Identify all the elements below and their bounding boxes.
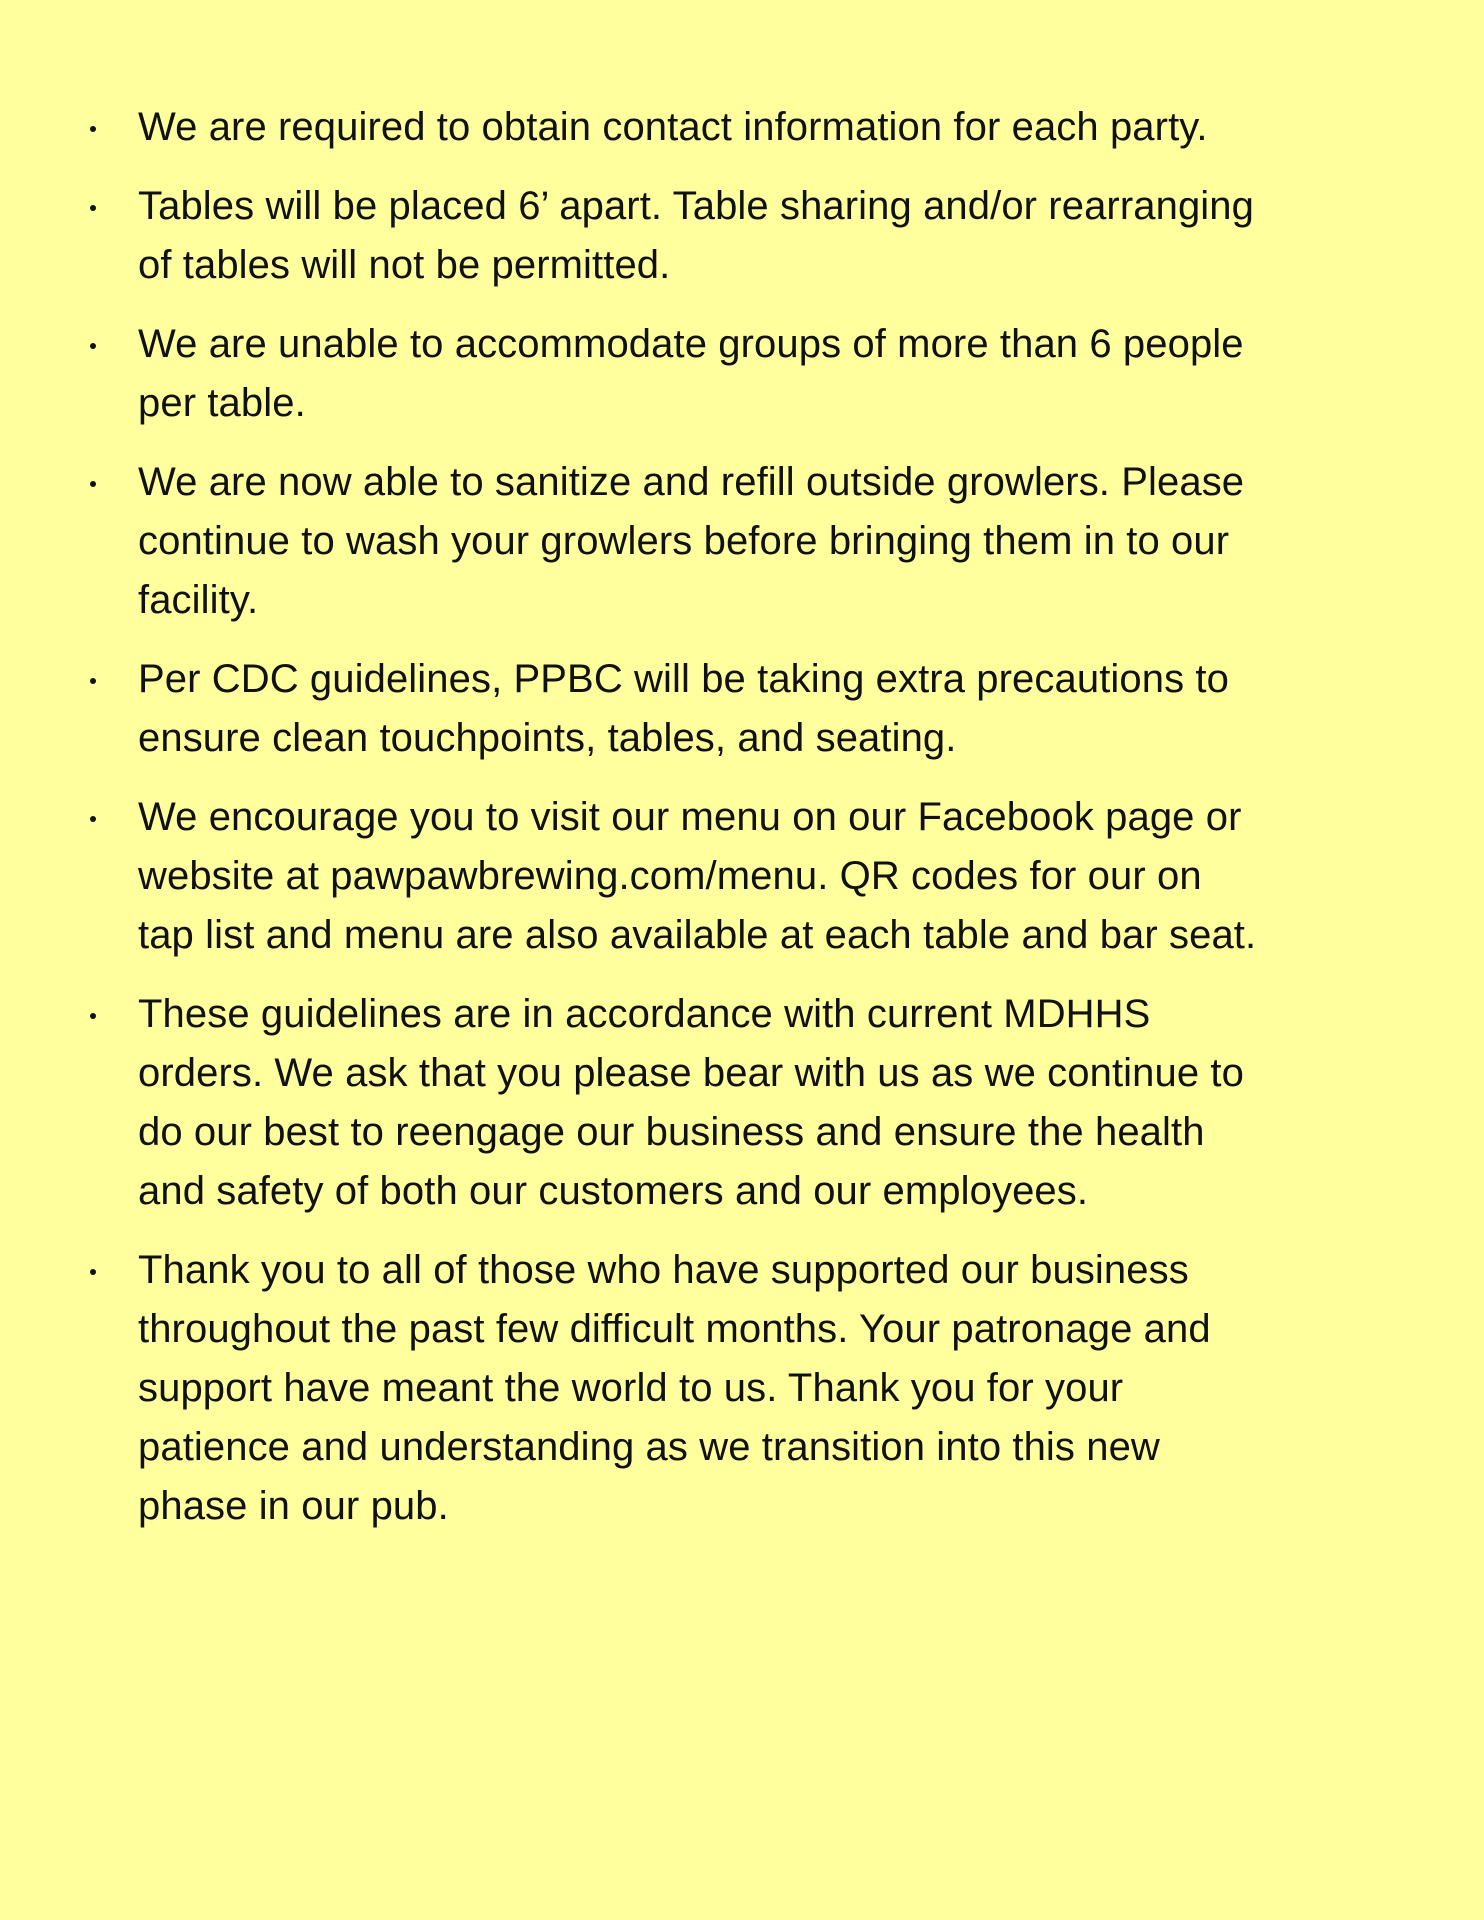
bullet-text-line: We are now able to sanitize and refill outside growlers. Please — [138, 460, 1245, 504]
bullet-dot-icon — [90, 205, 96, 211]
bullet-growlers — [0, 453, 1484, 630]
bullet-dot-icon — [90, 678, 96, 684]
bullet-text-line: do our best to reengage our business and ensure the health — [138, 1110, 1205, 1154]
bullet-text-line: Tables will be placed 6’ apart. Table sharing and/or rearranging — [138, 184, 1254, 228]
bullet-cdc-guidelines — [0, 650, 1484, 768]
bullet-text-line: Per CDC guidelines, PPBC will be taking extra precautions to — [138, 657, 1229, 701]
bullet-text-line: tap list and menu are also available at each table and bar seat. — [138, 913, 1257, 957]
bullet-text-line: support have meant the world to us. Thank you for your — [138, 1366, 1124, 1410]
bullet-dot-icon — [90, 1013, 96, 1019]
bullet-text-line: ensure clean touchpoints, tables, and seating. — [138, 716, 957, 760]
bullet-text-line: orders. We ask that you please bear with us as we continue to — [138, 1051, 1244, 1095]
bullet-thank-you — [0, 1241, 1484, 1536]
bullet-text-line: Thank you to all of those who have supported our business — [138, 1248, 1189, 1292]
bullet-dot-icon — [90, 1269, 96, 1275]
bullet-text-line: and safety of both our customers and our employees. — [138, 1169, 1089, 1213]
bullet-dot-icon — [90, 126, 96, 132]
bullet-menu — [0, 788, 1484, 965]
bullet-text-line: We are unable to accommodate groups of more than 6 people — [138, 322, 1244, 366]
bullet-text-line: of tables will not be permitted. — [138, 243, 671, 287]
bullet-text-line: per table. — [138, 381, 306, 425]
bullet-text-line: throughout the past few difficult months. Your patronage and — [138, 1307, 1211, 1351]
bullet-group-size — [0, 315, 1484, 433]
bullet-text-line: continue to wash your growlers before bringing them in to our — [138, 519, 1230, 563]
bullet-table-spacing — [0, 177, 1484, 295]
guidelines-list — [0, 98, 1484, 1536]
bullet-text-line: These guidelines are in accordance with current MDHHS — [138, 992, 1151, 1036]
bullet-text-line: We encourage you to visit our menu on our Facebook page or — [138, 795, 1242, 839]
bullet-text-line: patience and understanding as we transition into this new — [138, 1425, 1160, 1469]
bullet-text-line: phase in our pub. — [138, 1484, 449, 1528]
bullet-text-line: facility. — [138, 578, 259, 622]
bullet-dot-icon — [90, 481, 96, 487]
bullet-contact-info — [0, 98, 1484, 157]
bullet-text-line: website at pawpawbrewing.com/menu. QR codes for our on — [138, 854, 1202, 898]
bullet-dot-icon — [90, 343, 96, 349]
bullet-mdhhs-orders — [0, 985, 1484, 1221]
bullet-text-line: We are required to obtain contact information for each party. — [138, 105, 1208, 149]
bullet-dot-icon — [90, 816, 96, 822]
